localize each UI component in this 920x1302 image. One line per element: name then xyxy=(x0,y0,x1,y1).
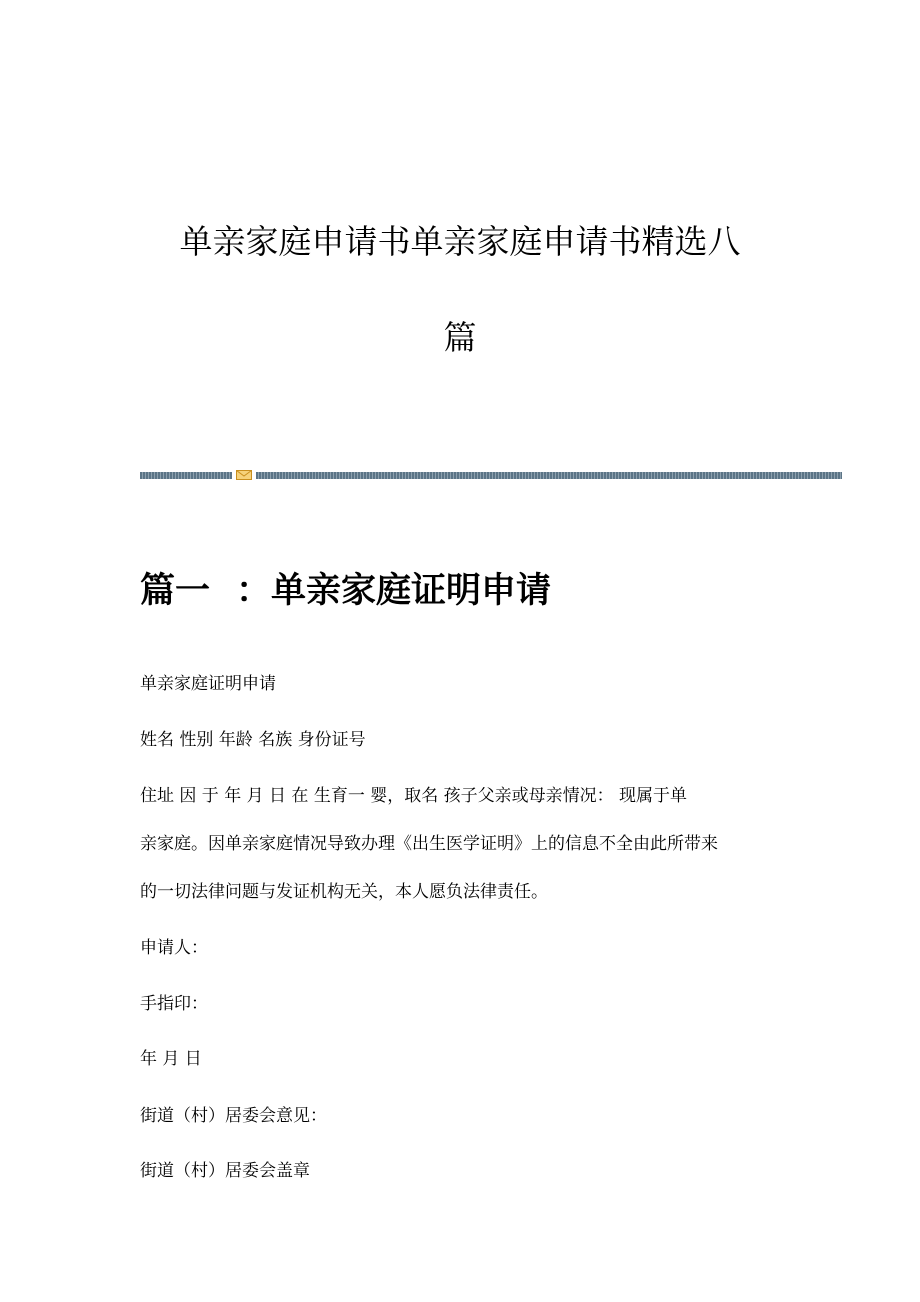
body-text-line-3: 的一切法律问题与发证机构无关，本人愿负法律责任。 xyxy=(140,882,548,902)
section-heading-text: ：单亲家庭证明申请 xyxy=(236,571,552,611)
body-text-line-1: 住址 因 于 年 月 日 在 生育一 婴，取名 孩子父亲或母亲情况： 现属于单 xyxy=(140,786,688,806)
body-text-line-2: 亲家庭。因单亲家庭情况导致办理《出生医学证明》上的信息不全由此所带来 xyxy=(140,834,718,854)
committee-seal-label: 街道（村）居委会盖章 xyxy=(140,1161,310,1181)
section-heading xyxy=(140,568,551,614)
document-title-line-2: 篇 xyxy=(443,318,477,357)
section-divider xyxy=(140,469,842,481)
document-title-line-1: 单亲家庭申请书单亲家庭申请书精选八 xyxy=(179,222,741,261)
divider-bar-right xyxy=(256,472,842,479)
personal-info-fields: 姓名 性别 年龄 名族 身份证号 xyxy=(140,730,366,750)
section-heading-prefix: 篇一 xyxy=(140,571,211,611)
divider-bar-left xyxy=(140,472,232,479)
section-subtitle: 单亲家庭证明申请 xyxy=(140,674,276,694)
fingerprint-label: 手指印： xyxy=(140,994,208,1014)
envelope-ornament-icon xyxy=(236,469,252,481)
committee-opinion-label: 街道（村）居委会意见： xyxy=(140,1106,327,1126)
applicant-label: 申请人： xyxy=(140,938,208,958)
date-line: 年 月 日 xyxy=(140,1049,202,1069)
